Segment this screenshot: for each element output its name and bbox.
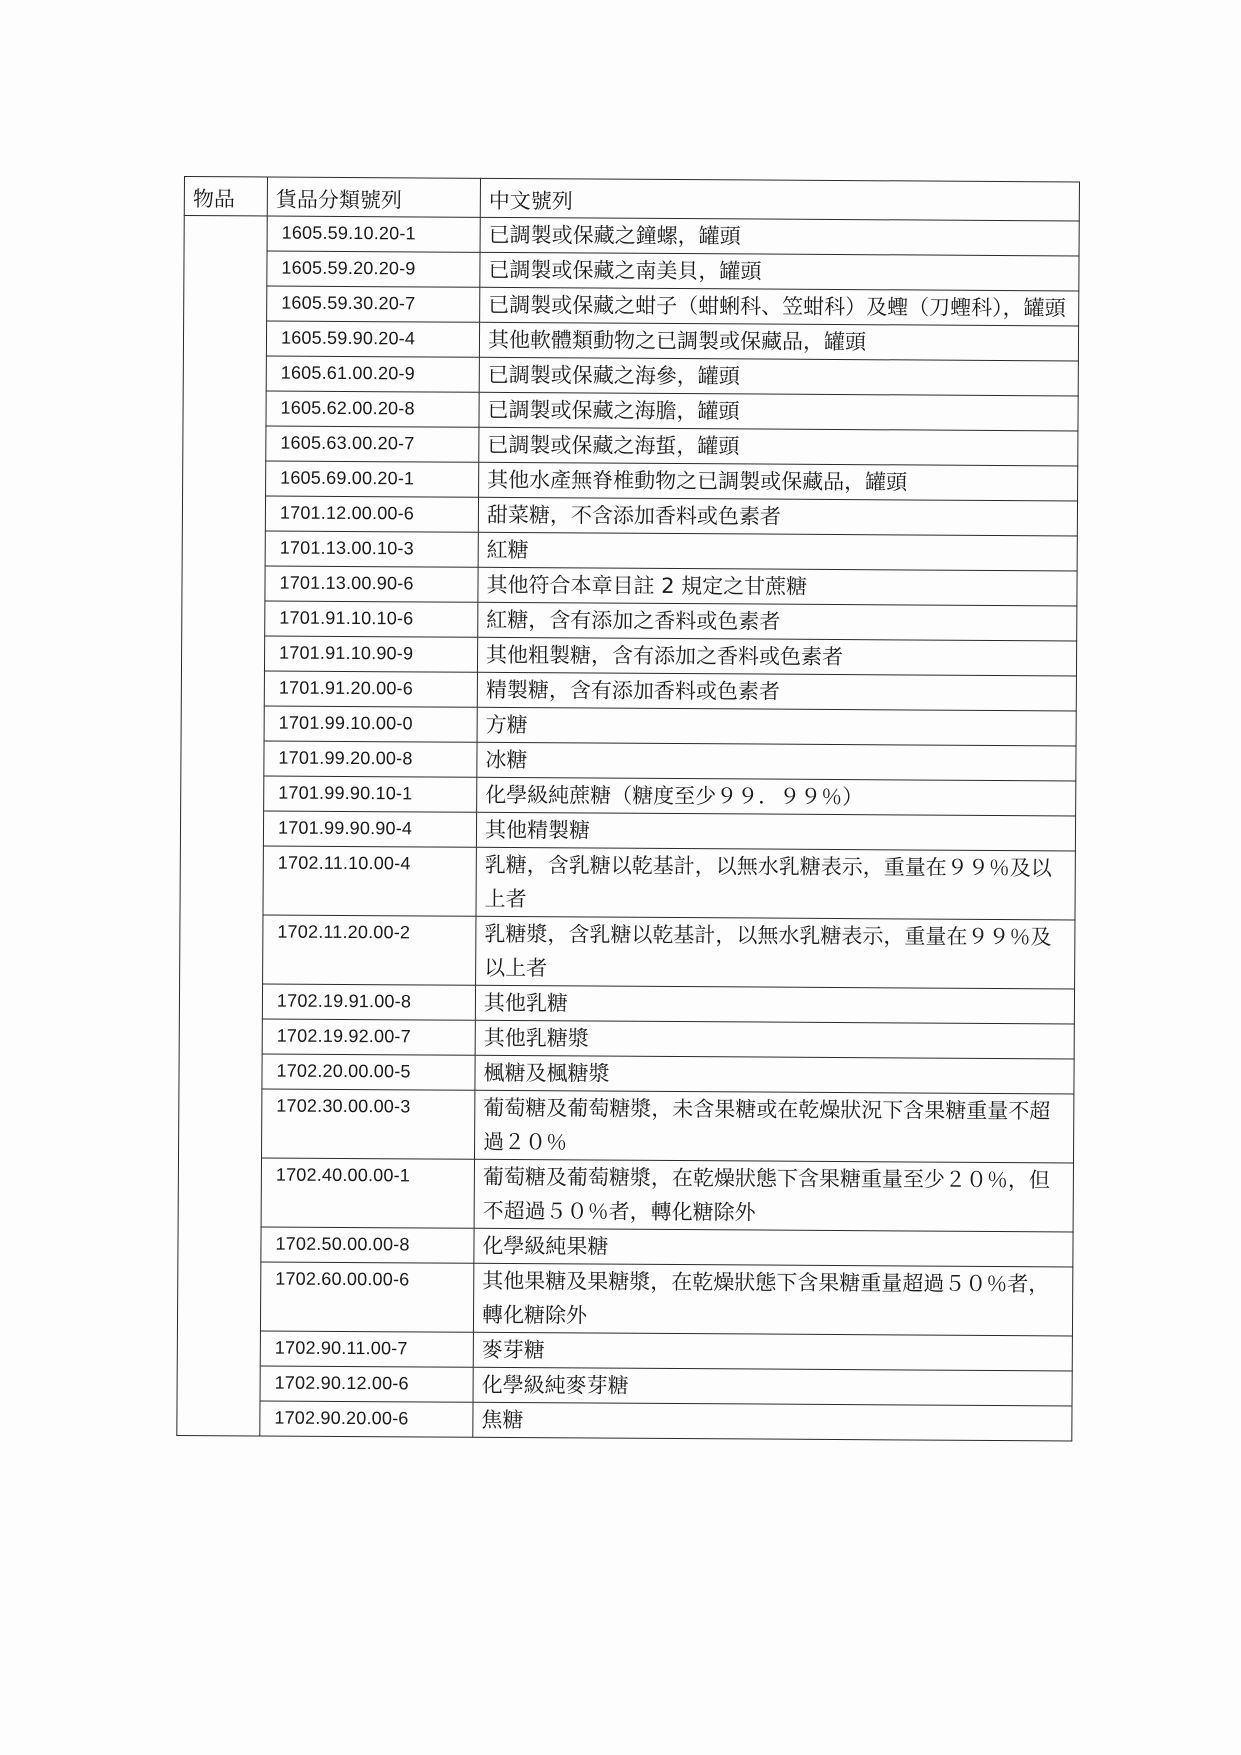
table-row: [181, 775, 1076, 815]
table-row: [181, 635, 1076, 675]
chinese-description-cell: 方糖: [477, 707, 1076, 746]
tariff-code-cell: 1605.59.30.20-7: [267, 286, 480, 322]
tariff-code-cell: 1605.61.00.20-9: [266, 356, 479, 392]
tariff-code-cell: 1605.59.90.20-4: [266, 321, 479, 357]
chinese-description-cell: 其他乳糖漿: [475, 1020, 1074, 1059]
chinese-description-cell: 已調製或保藏之海膽，罐頭: [479, 392, 1078, 431]
tariff-code-cell: 1702.19.92.00-7: [262, 1019, 475, 1055]
tariff-code-cell: 1702.30.00.00-3: [262, 1089, 475, 1159]
table-row: [178, 1226, 1073, 1266]
tariff-code-cell: 1701.99.10.00-0: [264, 706, 477, 742]
chinese-description-cell: 化學級純麥芽糖: [473, 1367, 1072, 1406]
chinese-description-cell: 甜菜糖，不含添加香料或色素者: [478, 497, 1077, 536]
table-row: [183, 355, 1078, 395]
tariff-code-cell: 1702.90.20.00-6: [260, 1401, 473, 1437]
table-row: [184, 286, 1079, 326]
table-row: [182, 600, 1077, 640]
tariff-code-cell: 1702.90.12.00-6: [260, 1366, 473, 1402]
chinese-description-cell: 乳糖，含乳糖以乾基計，以無水乳糖表示，重量在９９％及以上者: [476, 847, 1075, 920]
table-body: [177, 216, 1079, 1441]
chinese-description-cell: 其他符合本章目註 2 規定之甘蔗糖: [478, 567, 1077, 606]
chinese-description-cell: 其他水產無脊椎動物之已調製或保藏品，罐頭: [479, 462, 1078, 501]
chinese-description-cell: 冰糖: [477, 742, 1076, 781]
table-row: [183, 425, 1078, 465]
chinese-description-cell: 已調製或保藏之蚶子（蚶蜊科、笠蚶科）及蟶（刀蟶科），罐頭: [480, 287, 1079, 326]
chinese-description-cell: 已調製或保藏之海蜇，罐頭: [479, 427, 1078, 466]
tariff-code-cell: 1701.12.00.00-6: [265, 496, 478, 532]
table-row: [183, 460, 1078, 500]
tariff-code-cell: 1702.19.91.00-8: [262, 984, 475, 1020]
tariff-code-cell: 1702.50.00.00-8: [261, 1227, 474, 1263]
table-row: [179, 1053, 1074, 1093]
tariff-code-cell: 1702.20.00.00-5: [262, 1054, 475, 1090]
chinese-description-cell: 其他果糖及果糖漿，在乾燥狀態下含果糖重量超過５０％者，轉化糖除外: [473, 1263, 1072, 1336]
chinese-description-cell: 化學級純果糖: [474, 1228, 1073, 1267]
table-row: [179, 1018, 1074, 1058]
table-header-row: [184, 177, 1079, 221]
table-row: [179, 1088, 1074, 1162]
tariff-code-cell: 1702.60.00.00-6: [260, 1262, 473, 1332]
table-row: [181, 670, 1076, 710]
tariff-table: [176, 176, 1080, 1441]
tariff-code-cell: 1701.13.00.10-3: [265, 531, 478, 567]
table-row: [177, 1261, 1072, 1335]
tariff-code-cell: 1701.91.10.10-6: [265, 601, 478, 637]
tariff-code-cell: 1701.91.20.00-6: [264, 671, 477, 707]
table-row: [178, 1157, 1073, 1231]
table-row: [182, 530, 1077, 570]
table-row: [184, 251, 1079, 291]
tariff-code-cell: 1605.59.20.20-9: [267, 251, 480, 287]
table-row: [182, 565, 1077, 605]
tariff-code-cell: 1701.99.90.90-4: [263, 811, 476, 847]
tariff-code-cell: 1605.69.00.20-1: [266, 461, 479, 497]
chinese-description-cell: 已調製或保藏之海參，罐頭: [479, 357, 1078, 396]
chinese-description-cell: 精製糖，含有添加香料或色素者: [477, 672, 1076, 711]
table-row: [183, 321, 1078, 361]
header-code: 貨品分類號列: [267, 177, 480, 217]
table-row: [179, 983, 1074, 1023]
chinese-description-cell: 化學級純蔗糖（糖度至少９９．９９％）: [477, 777, 1076, 816]
table-row: [181, 705, 1076, 745]
tariff-code-cell: 1702.11.10.00-4: [263, 846, 476, 916]
header-item: 物品: [184, 177, 267, 217]
chinese-description-cell: 其他乳糖: [475, 985, 1074, 1024]
tariff-code-cell: 1702.11.20.00-2: [263, 915, 476, 985]
tariff-code-cell: 1605.62.00.20-8: [266, 391, 479, 427]
header-desc: 中文號列: [480, 178, 1079, 221]
chinese-description-cell: 楓糖及楓糖漿: [475, 1055, 1074, 1094]
table-row: [182, 495, 1077, 535]
table-row: [177, 1400, 1072, 1440]
chinese-description-cell: 已調製或保藏之南美貝，罐頭: [480, 252, 1079, 291]
chinese-description-cell: 其他精製糖: [476, 812, 1075, 851]
tariff-code-cell: 1605.63.00.20-7: [266, 426, 479, 462]
chinese-description-cell: 葡萄糖及葡萄糖漿，未含果糖或在乾燥狀況下含果糖重量不超過２０％: [474, 1090, 1073, 1163]
table-row: [177, 1330, 1072, 1370]
table-row: [180, 914, 1075, 988]
tariff-code-cell: 1702.90.11.00-7: [260, 1331, 473, 1367]
tariff-code-cell: 1701.99.20.00-8: [264, 741, 477, 777]
chinese-description-cell: 葡萄糖及葡萄糖漿，在乾燥狀態下含果糖重量至少２０％，但不超過５０％者，轉化糖除外: [474, 1159, 1073, 1232]
table-row: [181, 740, 1076, 780]
tariff-code-cell: 1701.91.10.90-9: [264, 636, 477, 672]
chinese-description-cell: 焦糖: [473, 1402, 1072, 1441]
chinese-description-cell: 乳糖漿，含乳糖以乾基計，以無水乳糖表示，重量在９９％及以上者: [476, 916, 1075, 989]
chinese-description-cell: 已調製或保藏之鐘螺，罐頭: [480, 217, 1079, 256]
table-row: [177, 1365, 1072, 1405]
tariff-code-cell: 1702.40.00.00-1: [261, 1158, 474, 1228]
table-row: [180, 810, 1075, 850]
chinese-description-cell: 紅糖: [478, 532, 1077, 571]
tariff-code-cell: 1701.13.00.90-6: [265, 566, 478, 602]
chinese-description-cell: 其他軟體類動物之已調製或保藏品，罐頭: [479, 322, 1078, 361]
table-row: [184, 216, 1079, 256]
item-cell: [177, 216, 267, 1436]
chinese-description-cell: 麥芽糖: [473, 1332, 1072, 1371]
table-row: [180, 845, 1075, 919]
chinese-description-cell: 紅糖，含有添加之香料或色素者: [478, 602, 1077, 641]
chinese-description-cell: 其他粗製糖，含有添加之香料或色素者: [477, 637, 1076, 676]
tariff-code-cell: 1701.99.90.10-1: [264, 776, 477, 812]
tariff-code-cell: 1605.59.10.20-1: [267, 216, 480, 252]
table-row: [183, 390, 1078, 430]
